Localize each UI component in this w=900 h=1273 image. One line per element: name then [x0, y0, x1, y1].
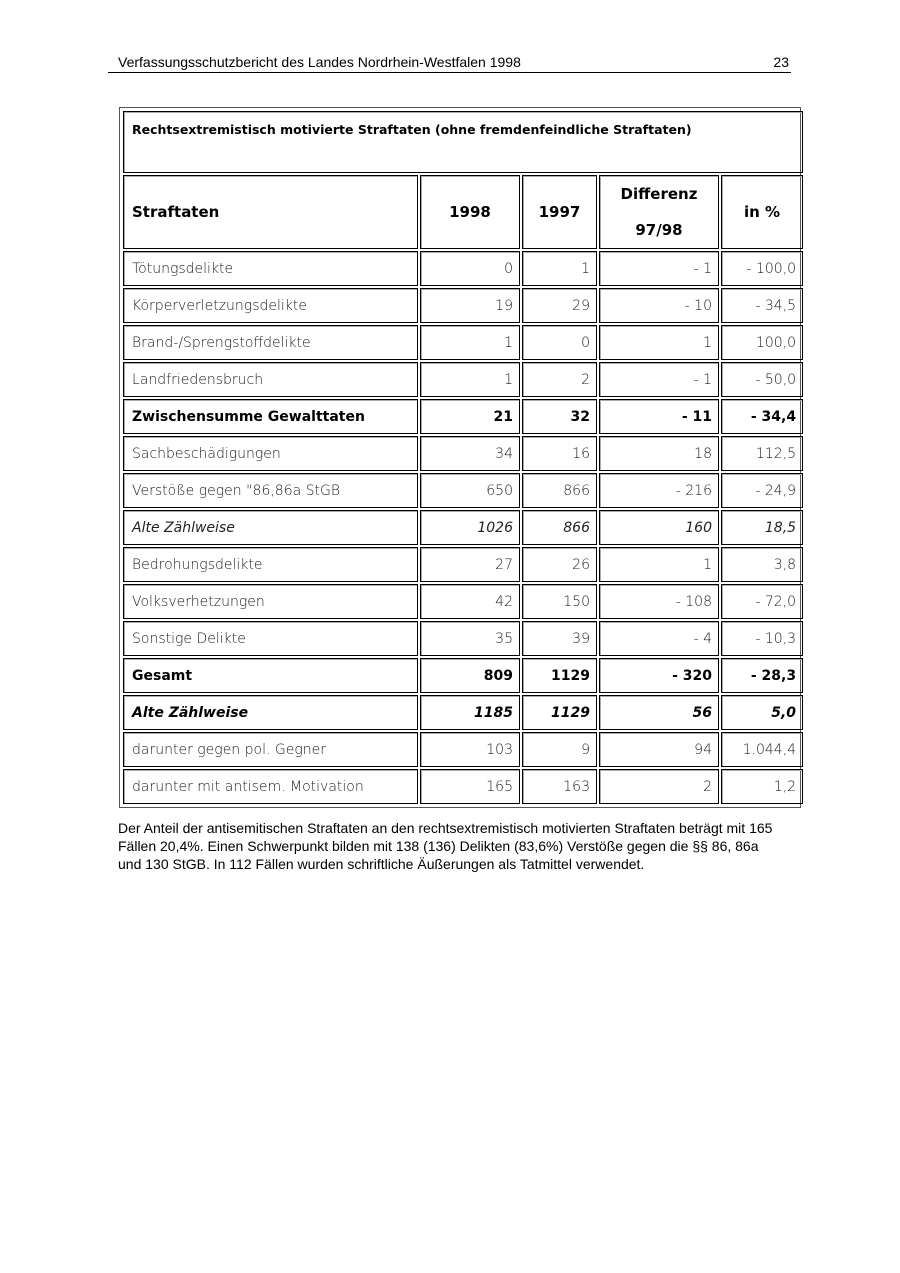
table-row — [123, 399, 803, 434]
table-row — [123, 695, 803, 730]
table-row — [123, 288, 803, 323]
cell-percent: 5,0 — [721, 695, 803, 730]
table-row — [123, 436, 803, 471]
row-label: Zwischensumme Gewalttaten — [123, 399, 418, 434]
cell-1997: 32 — [522, 399, 597, 434]
cell-1997: 1129 — [522, 658, 597, 693]
table-row — [123, 658, 803, 693]
cell-percent: - 50,0 — [721, 362, 803, 397]
page-number: 23 — [773, 54, 789, 70]
cell-1998: 103 — [420, 732, 520, 767]
cell-difference: - 1 — [599, 362, 719, 397]
cell-1998: 19 — [420, 288, 520, 323]
row-label: Sonstige Delikte — [123, 621, 418, 656]
cell-1997: 2 — [522, 362, 597, 397]
cell-1998: 1 — [420, 325, 520, 360]
cell-difference: 18 — [599, 436, 719, 471]
header-difference-sub: 97/98 — [635, 221, 683, 239]
cell-1998: 42 — [420, 584, 520, 619]
table-row — [123, 325, 803, 360]
cell-1998: 34 — [420, 436, 520, 471]
cell-difference: - 10 — [599, 288, 719, 323]
cell-1998: 1185 — [420, 695, 520, 730]
header-difference-label: Differenz — [620, 185, 698, 203]
cell-percent: - 24,9 — [721, 473, 803, 508]
cell-difference: 94 — [599, 732, 719, 767]
cell-1997: 9 — [522, 732, 597, 767]
page-header — [108, 52, 791, 73]
header-offense: Straftaten — [123, 175, 418, 249]
cell-difference: 2 — [599, 769, 719, 804]
document-title: Verfassungsschutzbericht des Landes Nordrhein-Westfalen 1998 — [118, 54, 521, 70]
cell-1997: 16 — [522, 436, 597, 471]
cell-percent: 112,5 — [721, 436, 803, 471]
cell-difference: - 108 — [599, 584, 719, 619]
body-paragraph: Der Anteil der antisemitischen Straftaten an den rechtsextremistisch motivierten Straftaten beträgt mit 165 Fällen 20,4%. Einen Schwerpunkt bilden mit 138 (136) Delikten (83,6%) Verstöße gegen die §§ 86, 86a und 130 StGB. In 112 Fällen wurden schriftliche Äußerungen als Tatmittel verwendet. — [118, 820, 773, 872]
cell-1998: 35 — [420, 621, 520, 656]
cell-percent: - 72,0 — [721, 584, 803, 619]
cell-difference: 1 — [599, 325, 719, 360]
cell-1997: 866 — [522, 473, 597, 508]
table-row — [123, 251, 803, 286]
cell-1998: 650 — [420, 473, 520, 508]
table-row — [123, 547, 803, 582]
row-label: Gesamt — [123, 658, 418, 693]
cell-percent: 1,2 — [721, 769, 803, 804]
table-caption: Rechtsextremistisch motivierte Straftaten (ohne fremdenfeindliche Straftaten) — [123, 111, 803, 173]
cell-1997: 1129 — [522, 695, 597, 730]
cell-1998: 1026 — [420, 510, 520, 545]
cell-difference: - 320 — [599, 658, 719, 693]
cell-difference: 160 — [599, 510, 719, 545]
table-header-row — [123, 175, 803, 249]
offense-statistics-table — [121, 109, 805, 806]
cell-1997: 1 — [522, 251, 597, 286]
table-row — [123, 362, 803, 397]
cell-difference: - 1 — [599, 251, 719, 286]
table-row — [123, 510, 803, 545]
cell-difference: - 216 — [599, 473, 719, 508]
header-difference — [599, 175, 719, 249]
cell-1997: 150 — [522, 584, 597, 619]
row-label: Brand-/Sprengstoffdelikte — [123, 325, 418, 360]
row-label: Landfriedensbruch — [123, 362, 418, 397]
cell-difference: 1 — [599, 547, 719, 582]
cell-1998: 21 — [420, 399, 520, 434]
cell-1998: 27 — [420, 547, 520, 582]
cell-1998: 165 — [420, 769, 520, 804]
cell-percent: 18,5 — [721, 510, 803, 545]
table-row — [123, 769, 803, 804]
cell-percent: 100,0 — [721, 325, 803, 360]
cell-percent: - 28,3 — [721, 658, 803, 693]
row-label: Alte Zählweise — [123, 510, 418, 545]
table-row — [123, 621, 803, 656]
row-label: Tötungsdelikte — [123, 251, 418, 286]
row-label: Körperverletzungsdelikte — [123, 288, 418, 323]
row-label: darunter mit antisem. Motivation — [123, 769, 418, 804]
cell-percent: - 10,3 — [721, 621, 803, 656]
cell-1998: 1 — [420, 362, 520, 397]
row-label: Verstöße gegen "86,86a StGB — [123, 473, 418, 508]
cell-1997: 0 — [522, 325, 597, 360]
cell-1997: 163 — [522, 769, 597, 804]
cell-percent: - 34,5 — [721, 288, 803, 323]
table-row — [123, 584, 803, 619]
cell-difference: 56 — [599, 695, 719, 730]
row-label: Bedrohungsdelikte — [123, 547, 418, 582]
cell-1997: 866 — [522, 510, 597, 545]
cell-difference: - 11 — [599, 399, 719, 434]
table-row — [123, 473, 803, 508]
header-1998: 1998 — [420, 175, 520, 249]
table-row — [123, 732, 803, 767]
header-percent: in % — [721, 175, 803, 249]
cell-1998: 0 — [420, 251, 520, 286]
cell-1997: 29 — [522, 288, 597, 323]
cell-difference: - 4 — [599, 621, 719, 656]
header-1997: 1997 — [522, 175, 597, 249]
row-label: darunter gegen pol. Gegner — [123, 732, 418, 767]
cell-1997: 39 — [522, 621, 597, 656]
row-label: Alte Zählweise — [123, 695, 418, 730]
cell-percent: 1.044,4 — [721, 732, 803, 767]
cell-percent: - 34,4 — [721, 399, 803, 434]
cell-percent: - 100,0 — [721, 251, 803, 286]
cell-1998: 809 — [420, 658, 520, 693]
table-caption-row — [123, 111, 803, 173]
row-label: Volksverhetzungen — [123, 584, 418, 619]
cell-percent: 3,8 — [721, 547, 803, 582]
row-label: Sachbeschädigungen — [123, 436, 418, 471]
cell-1997: 26 — [522, 547, 597, 582]
